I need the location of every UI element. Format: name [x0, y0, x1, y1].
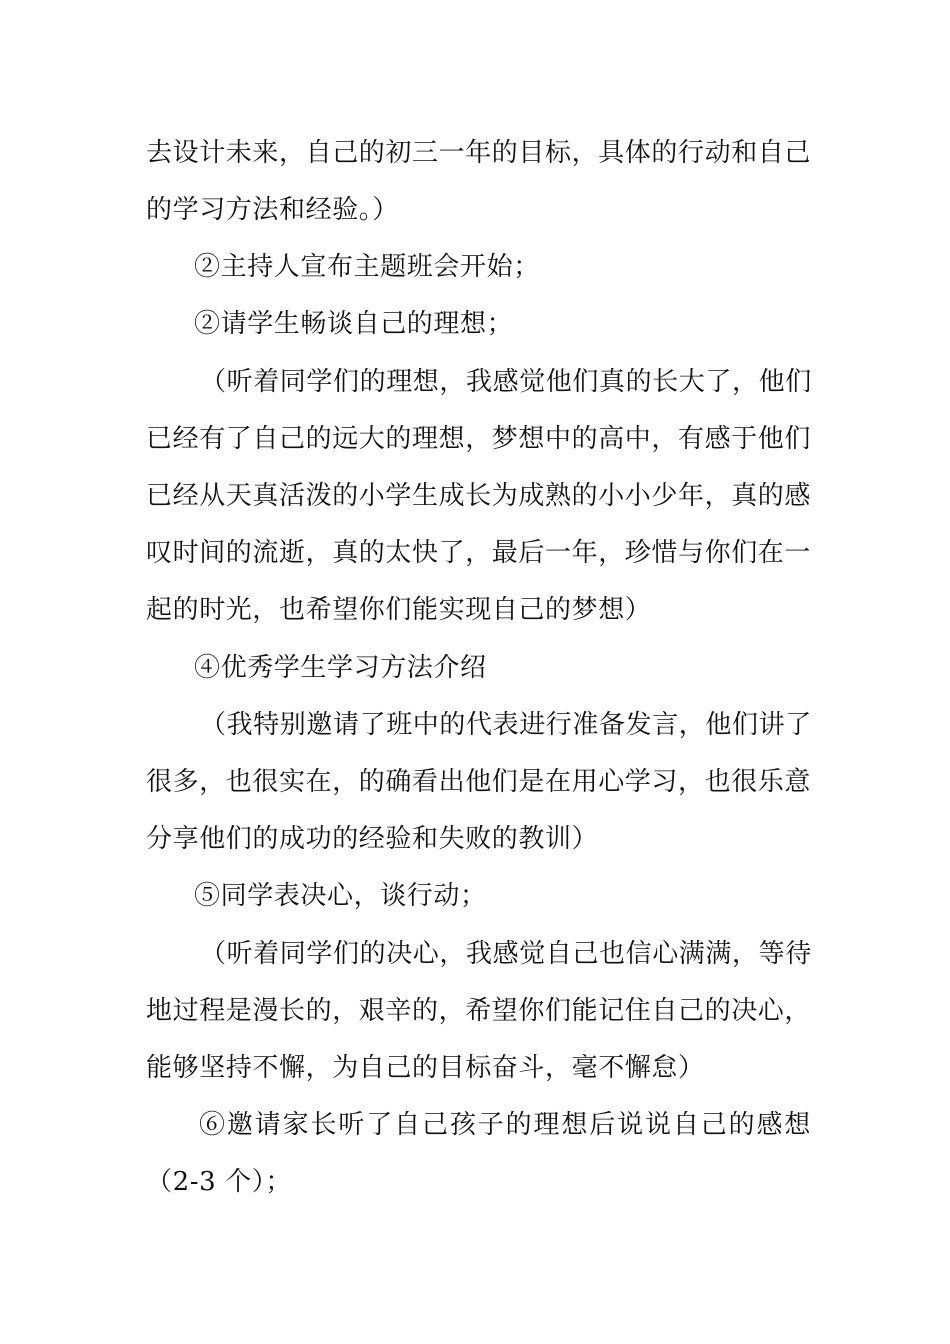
paragraph-line: 去设计未来，自己的初三一年的目标，具体的行动和自己	[146, 138, 812, 168]
list-item-study-methods: ④优秀学生学习方法介绍	[194, 653, 487, 683]
paragraph-line: 分享他们的成功的经验和失败的教训）	[146, 824, 599, 854]
paragraph-line: （听着同学们的理想，我感觉他们真的长大了，他们	[200, 367, 812, 397]
paragraph-line: 的学习方法和经验。）	[146, 195, 400, 225]
paragraph-line: 叹时间的流逝，真的太快了，最后一年，珍惜与你们在一	[146, 538, 812, 568]
paragraph-line: 已经从天真活泼的小学生成长为成熟的小小少年，真的感	[146, 481, 812, 511]
paragraph-line: 起的时光，也希望你们能实现自己的梦想）	[146, 595, 652, 625]
paragraph-line: 地过程是漫长的，艰辛的，希望你们能记住自己的决心，	[146, 996, 812, 1026]
list-item-resolutions: ⑤同学表决心，谈行动；	[194, 881, 487, 911]
paragraph-line: （我特别邀请了班中的代表进行准备发言，他们讲了	[200, 710, 812, 740]
list-item-students-talk-ideals: ②请学生畅谈自己的理想；	[194, 309, 514, 339]
list-item-invite-parents: ⑥邀请家长听了自己孩子的理想后说说自己的感想	[199, 1110, 811, 1140]
paragraph-line: 能够坚持不懈，为自己的目标奋斗，毫不懈怠）	[146, 1053, 705, 1083]
list-item-host-announces: ②主持人宣布主题班会开始；	[194, 252, 540, 282]
paragraph-line: 已经有了自己的远大的理想，梦想中的高中，有感于他们	[146, 424, 812, 454]
paragraph-line: （2-3 个）；	[146, 1167, 292, 1197]
paragraph-line: 很多，也很实在，的确看出他们是在用心学习，也很乐意	[146, 767, 812, 797]
paragraph-line: （听着同学们的决心，我感觉自己也信心满满，等待	[200, 939, 812, 969]
